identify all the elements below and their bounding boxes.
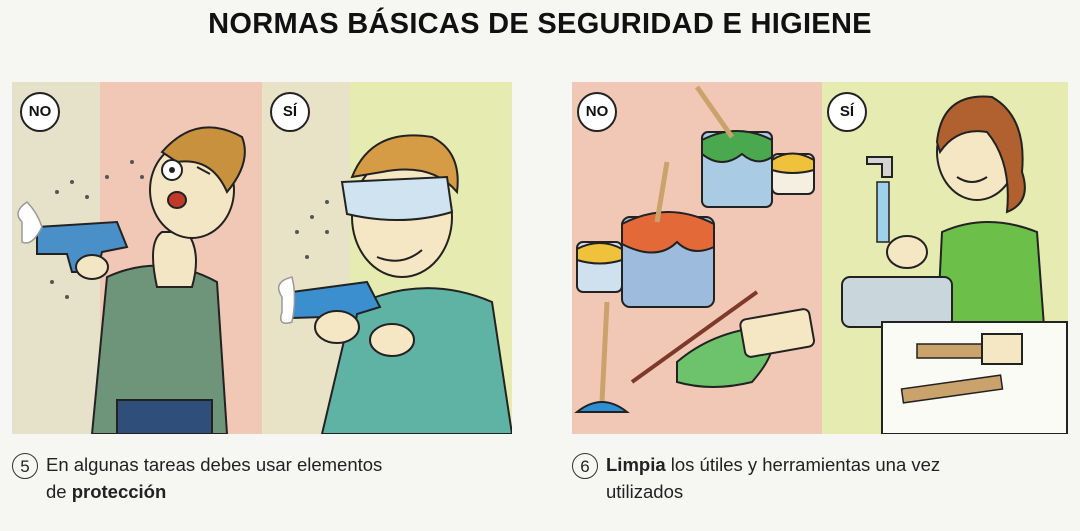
rule-5-no-panel [12, 82, 262, 434]
rule-5-yes-panel [262, 82, 512, 434]
rule-5-caption-line2-prefix: de [46, 481, 72, 503]
page-title: NORMAS BÁSICAS DE SEGURIDAD E HIGIENE [208, 8, 872, 40]
rule-5-caption [12, 452, 512, 505]
no-badge: NO [577, 92, 617, 132]
yes-badge: SÍ [827, 92, 867, 132]
boy-drilling-with-goggles-illustration [262, 82, 512, 434]
rule-6-yes-panel [822, 82, 1068, 434]
dirty-paint-pots-and-brushes-illustration [572, 82, 822, 434]
rule-number-badge: 6 [572, 453, 598, 479]
rule-6-caption-line2: utilizados [606, 481, 684, 503]
rule-6-caption-bold: Limpia [606, 454, 666, 475]
rule-6-caption [572, 452, 1072, 505]
rule-5-caption-line1: En algunas tareas debes usar elementos [46, 454, 383, 475]
rule-6-no-panel [572, 82, 822, 434]
boy-drilling-without-goggles-illustration [12, 82, 262, 434]
rule-number-badge: 5 [12, 453, 38, 479]
yes-badge: SÍ [270, 92, 310, 132]
no-badge: NO [20, 92, 60, 132]
rule-6-caption-rest: los útiles y herramientas una vez [665, 454, 941, 475]
rule-5-caption-bold: protección [71, 481, 167, 503]
girl-washing-brush-illustration [822, 82, 1068, 434]
